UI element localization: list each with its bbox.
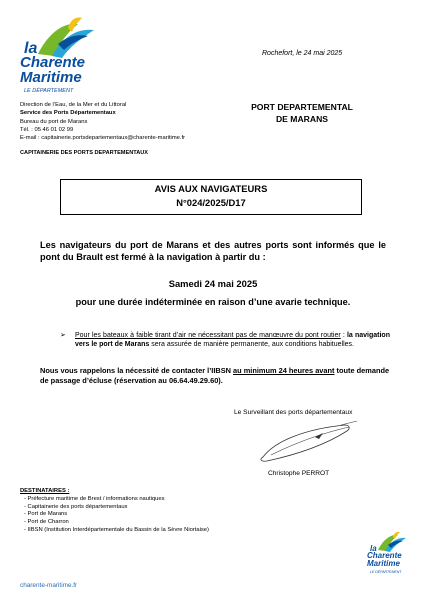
reminder-underlined: au minimum 24 heures avant <box>233 366 335 375</box>
closure-duration: pour une durée indéterminée en raison d’une avarie technique. <box>75 297 351 307</box>
recipients-title: DESTINATAIRES : <box>20 488 70 494</box>
bullet-underlined: Pour les bateaux à faible tirant d’air ne nécessitant pas de manœuvre du pont routier <box>75 332 341 339</box>
port-title <box>222 101 382 125</box>
avis-title: AVIS AUX NAVIGATEURS <box>154 183 268 194</box>
reminder-start: Nous vous rappelons la nécessité de contacter l’IIBSN <box>40 366 234 375</box>
logo-text-la: la <box>24 40 38 57</box>
avis-box <box>60 179 362 215</box>
sender-email: E-mail : capitainerie.portsdepartementaux@charente-maritime.fr <box>20 135 186 142</box>
logo-text-maritime: Maritime <box>20 69 82 86</box>
bullet-bold: la navigation vers le port de Marans <box>75 332 390 349</box>
sender-direction: Direction de l’Eau, de la Mer et du Littoral <box>20 102 127 108</box>
reminder-paragraph <box>40 366 390 386</box>
list-item: - Port de Marans <box>24 511 68 518</box>
handwritten-signature-icon <box>245 419 365 469</box>
bullet-colon: : <box>340 332 347 339</box>
charente-maritime-logo-footer <box>366 530 412 580</box>
port-title-line2: DE MARANS <box>275 114 329 124</box>
sender-tel: Tél. : 05 46 01 02 99 <box>20 126 74 133</box>
document-date: Rochefort, le 24 mai 2025 <box>262 50 343 57</box>
website-link[interactable]: charente-maritime.fr <box>20 582 78 589</box>
signer-name: Christophe PERROT <box>268 470 330 477</box>
list-item: - Port de Charron <box>24 519 69 526</box>
logo-text-charente: Charente <box>20 54 86 71</box>
charente-maritime-logo <box>18 14 102 104</box>
sender-block <box>20 101 185 142</box>
logo-subtitle: LE DÉPARTEMENT <box>24 88 74 94</box>
logo-text-maritime: Maritime <box>367 559 400 568</box>
logo-text-charente: Charente <box>367 551 402 560</box>
closure-date: Samedi 24 mai 2025 <box>168 278 258 289</box>
sender-service: Service des Ports Départementaux <box>20 110 116 117</box>
list-item: - Préfecture maritime de Brest / informations nautiques <box>24 495 165 502</box>
sender-bureau: Bureau du port de Marans <box>20 118 88 125</box>
bullet-text <box>75 331 390 349</box>
reminder-end: toute demande de passage d’écluse (réservation au 06.64.49.29.60). <box>40 366 390 385</box>
recipients-block <box>20 488 209 535</box>
announcement-paragraph: Les navigateurs du port de Marans et des autres ports sont informés que le pont du Brault est fermé à la navigation à partir du : <box>40 240 386 262</box>
avis-number: N°024/2025/D17 <box>176 197 246 208</box>
bullet-rest: sera assurée de manière permanente, aux conditions habituelles. <box>149 341 354 349</box>
signer-role: Le Surveillant des ports départementaux <box>234 409 353 416</box>
bullet-item <box>60 331 390 349</box>
capitainerie-heading: CAPITAINERIE DES PORTS DEPARTEMENTAUX <box>20 150 149 156</box>
list-item: - IIBSN (Institution Interdépartementale du Bassin de la Sèvre Niortaise) <box>24 526 209 533</box>
list-item: - Capitainerie des ports départementaux <box>24 503 128 510</box>
logo-subtitle: LE DÉPARTEMENT <box>370 570 402 574</box>
logo-text-la: la <box>370 544 377 553</box>
port-title-line1: PORT DEPARTEMENTAL <box>251 102 353 112</box>
arrow-bullet-icon: ➢ <box>60 332 66 339</box>
